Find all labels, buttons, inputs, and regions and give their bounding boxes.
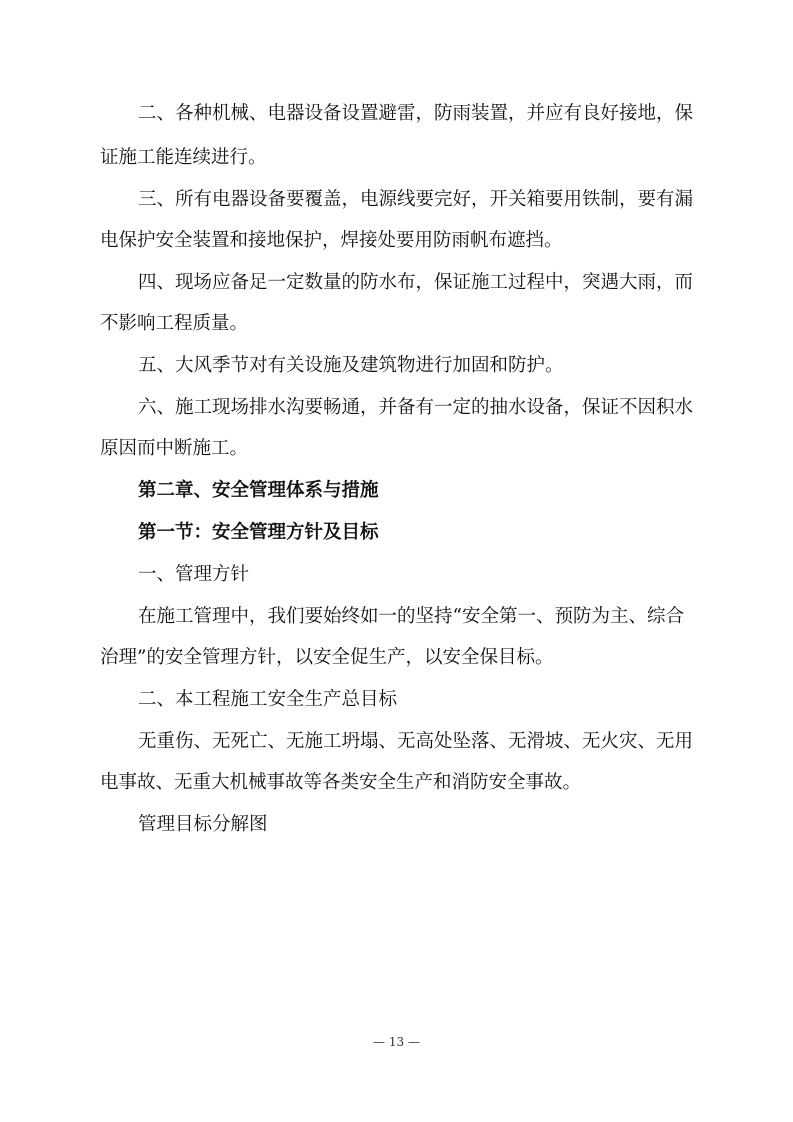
policy-heading: 一、管理方针	[138, 564, 250, 585]
section-heading: 第一节：安全管理方针及目标	[138, 522, 379, 543]
goal-heading: 二、本工程施工安全生产总目标	[138, 689, 398, 710]
policy-text-line-1: 在施工管理中，我们要始终如一的坚持“安全第一、预防为主、综合	[138, 606, 684, 627]
paragraph-5: 五、大风季节对有关设施及建筑物进行加固和防护。	[138, 355, 564, 376]
paragraph-4-line-1: 四、现场应备足一定数量的防水布，保证施工过程中，突遇大雨，而	[138, 272, 694, 293]
paragraph-6-line-1: 六、施工现场排水沟要畅通，并备有一定的抽水设备，保证不因积水	[138, 397, 694, 418]
paragraph-2-line-1: 二、各种机械、电器设备设置避雷，防雨装置，并应有良好接地，保	[138, 103, 694, 124]
paragraph-4-line-2: 不影响工程质量。	[100, 313, 249, 334]
page-number: — 13 —	[373, 1035, 420, 1049]
chapter-heading: 第二章、安全管理体系与措施	[138, 480, 379, 501]
paragraph-3-line-1: 三、所有电器设备要覆盖，电源线要完好，开关箱要用铁制，要有漏	[138, 189, 694, 210]
paragraph-2-line-2: 证施工能连续进行。	[100, 147, 267, 168]
goal-text-line-2: 电事故、无重大机械事故等各类安全生产和消防安全事故。	[100, 772, 582, 793]
goal-text-line-1: 无重伤、无死亡、无施工坍塌、无高处坠落、无滑坡、无火灾、无用	[138, 731, 694, 752]
policy-text-line-2: 治理”的安全管理方针，以安全促生产，以安全保目标。	[100, 647, 554, 668]
paragraph-6-line-2: 原因而中断施工。	[100, 438, 249, 459]
diagram-caption: 管理目标分解图	[138, 814, 268, 835]
paragraph-3-line-2: 电保护安全装置和接地保护，焊接处要用防雨帆布遮挡。	[100, 230, 563, 251]
